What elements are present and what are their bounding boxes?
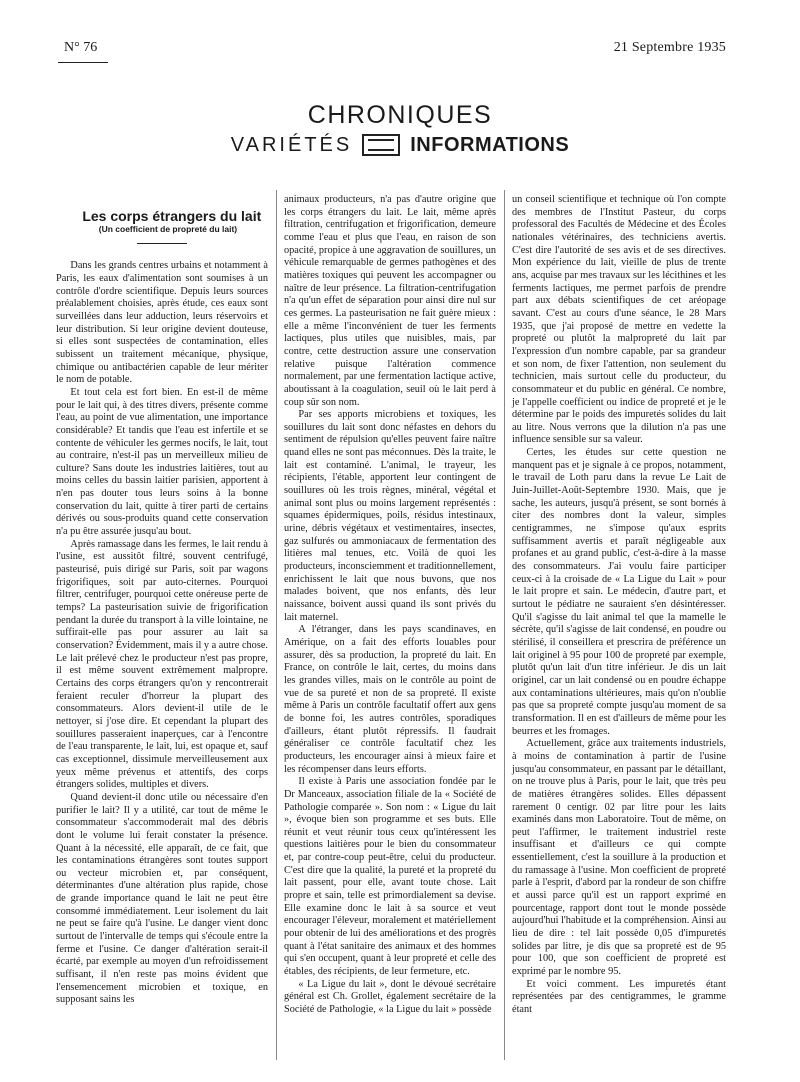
paragraph: Actuellement, grâce aux traitements industriels, à moins de contamination à partir de l'usine jusqu'au consommateur, en passant par le détaillant, on ne trouve plus à Paris, pour le lait, que très peu de matières étrangères solides. Elles dépassent rarement 0 centigr. 02 par litre pour les laits examinés dans mon Laboratoire. Tout de même, on peut l'affirmer, le traitement industriel reste insuffisant et d'ailleurs ce qui compte essentiellement, c'est la souillure à la production et du ramassage à l'usine. Mon coefficient de propreté parle à l'esprit, d'abord par la rondeur de son chiffre et aussi parce qu'il est un rapport exprimé en pourcentage, rapport dont tout le monde possède aujourd'hui l'habitude et la compréhension. Ainsi au lieu de dire : tel lait possède 0,05 d'impuretés solides par litre, je dis que sa propreté est de 95 pour 100, que son coefficient de propreté est exprimé par le nombre 95.: [512, 738, 726, 978]
paragraph: animaux producteurs, n'a pas d'autre origine que les corps étrangers du lait. Le lait, même après filtration, centrifugation et frigorification, demeure comme l'eau et plus que l'eau, en raison de son opacité, propice à une aggravation de souillures, un véhicule remarquable de germes pathogènes et des matières toxiques qui peuvent les accompagner ou naître de leur présence. La filtration-centrifugation n'a qu'un effet de séparation pour ainsi dire nul sur ces germes. La pasteurisation ne fait guère mieux : elle a même l'inconvénient de tuer les ferments lactiques, plus utiles que nuisibles, mais, par contre, cette destruction assure une conservation relative puisque l'altération commence normalement, par une fermentation lactique active, aboutissant à la coagulation, seuil où le lait perd à coup sûr son nom.: [284, 194, 496, 408]
column-2: [284, 194, 496, 1017]
paragraph: Après ramassage dans les fermes, le lait rendu à l'usine, est aussitôt filtré, souvent centrifugé, pasteurisé, puis dirigé sur Paris, soit par wagons frigorifiques, soit par auto-citernes. Pourquoi filtrer, centrifuger, pourquoi cette onéreuse perte de temps? La pasteurisation suivie de frigorification pendant la durée du transport à la ville lointaine, ne suffirait-elle pas pour assurer au lait sa conservation? Évidemment, mais il y a autre chose. Le lait prélevé chez le producteur n'est pas propre, il est même souvent extrêmement malpropre. Certains des corps étrangers qu'on y rencontrerait feraient reculer d'horreur la plupart des consommateurs. Alors devient-il utile de le nettoyer, si j'ose dire. Et cependant la plupart des souillures passeraient inaperçues, car à l'encontre de l'eau transparente, le lait, lui, est opaque et, sauf cas exceptionnel, dissimule merveilleusement aux yeux même prévenus et attentifs, des corps étrangers solides, multiples et divers.: [56, 538, 268, 791]
paragraph: « La Ligue du lait », dont le dévoué secrétaire général est Ch. Grollet, également secrétaire de la Société de Pathologie, « la Ligue du lait » possède: [284, 978, 496, 1015]
header-rule: [58, 62, 108, 63]
issue-number-text: N° 76: [64, 40, 98, 55]
article-title: Les corps étrangers du lait: [82, 208, 262, 224]
column-divider: [504, 190, 505, 1060]
paragraph: Il existe à Paris une association fondée par le Dr Manceaux, association filiale de la « Société de Pathologie comparée ». Son nom : « Ligue du lait », évoque bien son programme et ses buts. Elle réunit et veut réunir tous ceux qu'intéressent les questions laitières pour le bien du consommateur et, par contre-coup peut-être, celui du producteur. C'est dire que la qualité, la pureté et la propreté du lait passent, pour elle, avant toute chose. Lait propre et sain, telle est primordialement sa devise. Elle examine donc le lait à sa source et veut encourager l'éleveur, moralement et matériellement pour obtenir de lui des améliorations et des progrès quant à l'état sanitaire des animaux et des hommes qui s'en occupent, quant à leur propreté et celle des étables, des récipients, de leur fermeture, etc.: [284, 776, 496, 978]
paragraph: un conseil scientifique et technique où l'on compte des membres de l'Institut Pasteur, du corps professoral des Facultés de Médecine et des Écoles nationales vétérinaires, des techniciens avertis. C'est dire l'autorité de ses avis et de ses directives. Mon expérience du lait, vieille de plus de trente ans, acquise par mes travaux sur les lécithines et les ferments lactiques, me permet parfois de prendre part aux débats scientifiques de cet aréopage savant. C'est au cours d'une séance, le 28 Mars 1935, que j'ai proposé de mettre en vedette la propreté ou plutôt la malpropreté du lait par l'expression d'un nombre capable, par sa grandeur et son nom, de fixer l'attention, non seulement du technicien, mais surtout celle du producteur, du consommateur et du public en général. Ce nombre, je l'appelle coefficient ou indice de propreté et je le détermine par le poids des impuretés solides du lait au litre. Nous verrons que la dilution n'a pas une influence sensible sur sa valeur.: [512, 194, 726, 446]
banner-chroniques: CHRONIQUES: [307, 101, 493, 129]
paragraph: Dans les grands centres urbains et notamment à Paris, les eaux d'alimentation sont soumises à un contrôle d'ordre scientifique. Depuis leurs sources préalablement choisies, après étude, ces eaux sont surveillées dans leur adduction, leurs réservoirs et leur distribution. Si leur origine devient douteuse, si elles sont suspectées de contamination, elles subissent un traitement mécanique, physique, chimique ou antibactérien capable de leur mériter le nom de potable.: [56, 260, 268, 386]
title-rule: [137, 243, 187, 244]
issue-number: [64, 40, 108, 63]
paragraph: A l'étranger, dans les pays scandinaves, en Amérique, on a fait des efforts louables pour assurer, dès sa production, la propreté du lait. En France, on contrôle le lait, certes, du moins dans les grandes villes, mais on le contrôle au point de vue de sa pureté et non de sa propreté. Il existe même à Paris un contrôle facultatif offert aux gens de bonne foi, les autres contrôles, sporadiques d'ailleurs, étant plutôt répressifs. Il faudrait généraliser ce contrôle facultatif chez les producteurs, les encourager ainsi à mieux faire et les récompenser dans leurs efforts.: [284, 624, 496, 775]
column-3: [512, 194, 726, 1017]
paragraph: Et voici comment. Les impuretés étant représentées par des centigrammes, le gramme étant: [512, 978, 726, 1015]
column-divider: [276, 190, 277, 1060]
ampersand-ornament-icon: [362, 134, 400, 156]
column-1: [56, 210, 268, 1007]
paragraph: Et tout cela est fort bien. En est-il de même pour le lait qui, à des titres divers, présente comme l'eau, au point de vue alimentation, une importance considérable? Et tandis que l'eau est infertile et se contente de véhiculer les germes nocifs, le lait, tout au contraire, n'est-il pas un merveilleux milieu de culture? Sans doute les industries laitières, tout au moins celles du bassin laitier parisien, apportent à n'en pas douter tous leurs soins à la bonne conservation du lait, quitte à tirer parti de certains dérivés ou sous-produits quand cette conservation n'a pu être assurée jusqu'au bout.: [56, 386, 268, 538]
paragraph: Quand devient-il donc utile ou nécessaire d'en purifier le lait? Il y a utilité, car tout de même le consommateur s'accommoderait mal des débris dont le volume lui ferait constater la présence. Quant à la nécessité, elle apparaît, de ce fait, que les contaminations étrangères sont toutes support ou vecteur microbien et, par conséquent, déterminantes d'une altération plus rapide, chose de grande importance quand le lait ne peut être consommé immédiatement. Leur isolement du lait ne peut se faire qu'à l'usine. Le danger vient donc surtout de l'intervalle de temps qui s'écoule entre la ferme et l'usine. Ce danger d'altération serait-il écarté, par exemple au moyen d'un refroidissement suffisant, il n'en reste pas moins évident que l'ensemencement microbien et toxique, en supposant sains les: [56, 791, 268, 1006]
banner-informations: INFORMATIONS: [410, 134, 570, 156]
section-banner: [0, 100, 800, 158]
banner-varietes: VARIÉTÉS: [230, 134, 353, 156]
paragraph: Par ses apports microbiens et toxiques, les souillures du lait sont donc néfastes en dehors du sentiment de répulsion qu'elles peuvent faire naître quand elles ne sont pas méconnues. Dès la traite, le lait est contaminé. L'animal, le trayeur, les récipients, l'étable, apportent leur contingent de souillures où les trois règnes, minéral, végétal et animal sont plus ou moins largement représentés : squames épidermiques, poils, résidus intestinaux, urine, débris végétaux et vestimentaires, insectes, gaz sulfurés ou ammoniacaux de fermentation des litières mal tenues, etc. Voilà de quoi les producteurs, inconsciemment et traditionnellement, enrichissent le lait que nous buvons, que nos malades boivent, que nos enfants, dès leur naissance, boivent aussi quand ils sont privés du lait maternel.: [284, 409, 496, 623]
article-subtitle: (Un coefficient de propreté du lait): [98, 223, 238, 234]
issue-date: 21 Septembre 1935: [613, 40, 726, 55]
banner-line2: [0, 132, 800, 158]
paragraph: Certes, les études sur cette question ne manquent pas et je signale à ce propos, notamment, le travail de Loth paru dans la revue Le Lait de Juin-Juillet-Août-Septembre 1930. Mais, que je sache, les auteurs, jusqu'à présent, se sont bornés à citer des nombres dont la valeur, simples centigrammes, ne s'impose qu'aux esprits suffisamment avertis et paraît négligeable aux profanes et au grand public, c'est-à-dire à la masse des consommateurs. J'ai voulu faire participer ceux-ci à la croisade de « La Ligue du Lait » pour le lait propre et sain. Le médecin, d'autre part, et surtout le pédiatre ne sauraient s'en désintéresser. Qu'il s'agisse du lait animal tel que la mamelle le sécrète, qu'il s'agisse de lait condensé, en poudre ou stérilisé, il conseillera et prescrira de préférence un lait originel à 95 pour 100 de propreté par exemple, plutôt qu'un lait d'un titre inférieur. Je dis un lait originel, car un lait condensé ou en poudre échappe aux contaminations ultérieures, mais qu'on n'oublie pas que sa propreté compte jusqu'au moment de sa transformation. Il en est d'ailleurs de même pour les beurres et les fromages.: [512, 447, 726, 737]
